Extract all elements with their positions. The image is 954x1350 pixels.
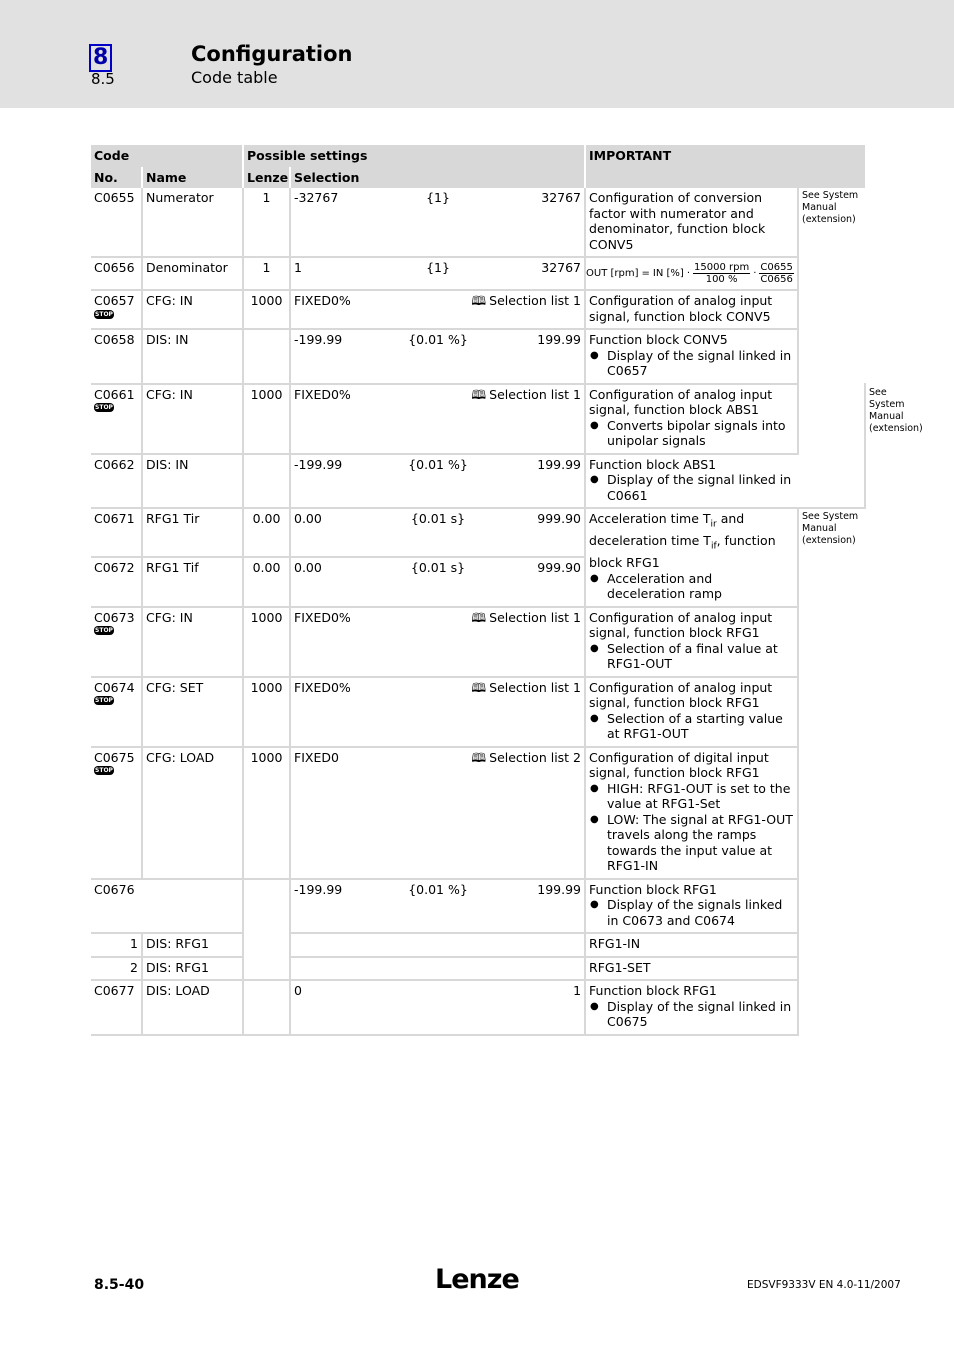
sel-min: -32767 <box>294 190 339 205</box>
page-number: 8.5-40 <box>94 1277 145 1293</box>
important-text: Configuration of analog input signal, function block RFG1 <box>589 609 773 640</box>
sel-min: -199.99 <box>294 332 343 347</box>
sel-step: {1} <box>426 260 450 275</box>
lenze-value: 1000 <box>243 290 290 329</box>
sel-min: FIXED0% <box>294 293 351 308</box>
lenze-value <box>243 879 290 981</box>
code-no: C0675 <box>94 749 135 765</box>
sel-step: {1} <box>426 190 450 205</box>
chapter-title: Configuration <box>191 42 353 66</box>
code-name: DIS: RFG1 <box>142 957 243 981</box>
code-name: RFG1 Tir <box>142 508 243 557</box>
sel-step: {0.01 s} <box>410 559 466 575</box>
table-row <box>91 257 865 290</box>
code-no: C0657 <box>94 293 135 308</box>
header-code: Code <box>91 145 243 167</box>
header-selection: Selection <box>290 167 585 189</box>
sel-min: FIXED0 <box>294 749 339 765</box>
book-icon: 🕮 <box>471 679 487 695</box>
table-row <box>91 607 865 677</box>
code-no: C0673 <box>94 609 135 625</box>
code-no: C0662 <box>91 454 142 509</box>
code-no: C0655 <box>94 190 135 205</box>
important-text: Function block RFG1 <box>589 983 717 998</box>
subcode-index: 2 <box>91 957 142 981</box>
lenze-logo: Lenze <box>435 1264 519 1295</box>
lenze-value: 0.00 <box>243 508 290 557</box>
important-text: Configuration of conversion factor with numerator and denominator, function block CONV5 <box>585 188 798 257</box>
document-id: EDSVF9333V EN 4.0-11/2007 <box>747 1279 901 1291</box>
code-name: CFG: IN <box>142 607 243 677</box>
code-name: Denominator <box>142 257 243 290</box>
selection-list-link[interactable]: 🕮 Selection list 2 <box>471 749 582 765</box>
stop-badge: STOP <box>95 697 113 704</box>
lenze-value: 0.00 <box>243 557 290 607</box>
sel-min: FIXED0% <box>294 386 351 402</box>
important-text: Function block ABS1 <box>589 456 717 472</box>
stop-badge: STOP <box>95 310 113 318</box>
lenze-value: 1000 <box>243 384 290 454</box>
selection-list-link[interactable]: 🕮 Selection list 1 <box>471 609 582 625</box>
sel-min: FIXED0% <box>294 679 351 695</box>
header-lenze: Lenze <box>243 167 290 189</box>
book-icon: 🕮 <box>471 749 487 765</box>
sel-max: 199.99 <box>537 456 582 472</box>
important-text: RFG1-IN <box>585 933 798 957</box>
code-name: CFG: LOAD <box>142 747 243 879</box>
important-text: Configuration of analog input signal, function block ABS1 <box>589 386 773 417</box>
sel-max: 32767 <box>541 190 582 205</box>
lenze-value: 1000 <box>243 677 290 747</box>
see-manual-note: See System Manual (extension) <box>798 508 865 1035</box>
table-row: C0661 STOP CFG: IN 1000 FIXED0% 🕮 Selection list 1 Configuration of analog input signal, function block ABS1 ● Converts bipolar signals into unipolar signals See System Manual (extension) <box>91 384 865 454</box>
header-no: No. <box>91 167 142 189</box>
header-important: IMPORTANT <box>585 145 865 188</box>
sel-max: 1 <box>573 983 582 998</box>
code-no: C0672 <box>91 557 142 607</box>
important-text: Configuration of analog input signal, function block RFG1 <box>589 679 773 710</box>
bullet-item: ● Selection of a final value at RFG1-OUT <box>589 641 794 672</box>
table-row <box>91 329 865 384</box>
table-row <box>91 747 865 879</box>
lenze-value: 1 <box>243 257 290 290</box>
sel-step: {0.01 %} <box>408 332 468 347</box>
code-no: C0658 <box>91 329 142 384</box>
section-number: 8.5 <box>91 70 115 88</box>
table-row <box>91 290 865 329</box>
code-name: CFG: SET <box>142 677 243 747</box>
book-icon: 🕮 <box>471 386 487 402</box>
sel-min: FIXED0% <box>294 609 351 625</box>
see-manual-note: See System Manual (extension) <box>798 188 865 454</box>
stop-badge: STOP <box>95 404 113 411</box>
lenze-value <box>243 329 290 384</box>
sel-step: {0.01 %} <box>408 881 468 897</box>
conversion-formula: OUT [rpm] = IN [%] · $\frac{\text{15000 rpm}}{100 \%}$ · $\frac{C0655}{C0656}$ <box>586 262 793 285</box>
sel-min: 1 <box>294 260 302 275</box>
fraction-codes: $\frac{C0655}{C0656}$ <box>760 262 793 285</box>
header-possible-settings: Possible settings <box>243 145 585 167</box>
table-row <box>91 980 865 1035</box>
table-row <box>91 933 865 957</box>
sel-max: 999.90 <box>537 511 582 526</box>
chapter-number[interactable]: 8 <box>89 44 112 72</box>
code-name: CFG: IN <box>142 384 243 454</box>
bullet-item: ● Acceleration and deceleration ramp <box>589 571 794 602</box>
code-name: DIS: RFG1 <box>142 933 243 957</box>
sel-min: 0.00 <box>294 511 322 526</box>
code-name: Numerator <box>142 188 243 257</box>
code-no: C0671 <box>91 508 142 557</box>
bullet-item: ● Selection of a starting value at RFG1-OUT <box>589 711 794 742</box>
sel-max: 199.99 <box>537 881 582 897</box>
code-name: CFG: IN <box>142 290 243 329</box>
code-no: C0677 <box>91 980 142 1035</box>
sel-min: 0.00 <box>294 559 322 575</box>
code-name: DIS: IN <box>142 329 243 384</box>
bullet-item: ● LOW: The signal at RFG1-OUT travels along the ramps towards the input value at RFG1-IN <box>589 812 794 874</box>
code-no: C0656 <box>91 257 142 290</box>
selection-list-link[interactable]: 🕮 Selection list 1 <box>471 679 582 695</box>
bullet-item: ● Display of the signal linked in C0675 <box>589 999 794 1030</box>
book-icon: 🕮 <box>471 293 487 308</box>
important-text: Configuration of analog input signal, function block CONV5 <box>585 290 798 329</box>
sel-min: 0 <box>294 983 302 998</box>
lenze-value: 1000 <box>243 747 290 879</box>
important-text: RFG1-SET <box>585 957 798 981</box>
selection-list-link[interactable]: 🕮 Selection list 1 <box>471 386 582 402</box>
stop-badge: STOP <box>95 767 113 774</box>
table-row <box>91 188 865 257</box>
header-name: Name <box>142 167 243 189</box>
table-row <box>91 454 865 509</box>
sel-max: 999.90 <box>537 559 582 575</box>
lenze-value <box>243 980 290 1035</box>
sel-step: {0.01 s} <box>410 511 466 526</box>
code-name: RFG1 Tif <box>142 557 243 607</box>
sel-max: 32767 <box>541 260 582 275</box>
important-text: Configuration of digital input signal, function block RFG1 <box>589 749 769 780</box>
sel-min: -199.99 <box>294 456 343 472</box>
section-title: Code table <box>191 68 278 87</box>
table-row <box>91 677 865 747</box>
subcode-index: 1 <box>91 933 142 957</box>
bullet-item: ● Converts bipolar signals into unipolar signals <box>589 418 794 449</box>
important-text: Acceleration time $T_{ir}$ and deceleration time $T_{if}$, function block RFG1 <box>589 511 776 570</box>
bullet-item: ● HIGH: RFG1-OUT is set to the value at RFG1-Set <box>589 781 794 812</box>
fraction-rpm: $\frac{\text{15000 rpm}}{100 \%}$ <box>694 262 750 285</box>
lenze-value <box>243 454 290 509</box>
sel-step: {0.01 %} <box>408 456 468 472</box>
code-name: DIS: LOAD <box>142 980 243 1035</box>
sel-min: -199.99 <box>294 881 343 897</box>
code-table <box>91 145 923 1036</box>
code-name: DIS: IN <box>142 454 243 509</box>
bullet-item: ● Display of the signal linked in C0657 <box>589 348 794 379</box>
bullet-item: ● Display of the signals linked in C0673 and C0674 <box>589 897 794 928</box>
table-row <box>91 879 865 934</box>
lenze-value: 1 <box>243 188 290 257</box>
code-no: C0661 <box>94 386 135 402</box>
important-text: Function block CONV5 <box>589 332 728 347</box>
stop-badge: STOP <box>95 627 113 634</box>
sel-max: 199.99 <box>537 332 582 347</box>
table-row <box>91 957 865 981</box>
table-row <box>91 508 865 557</box>
lenze-value: 1000 <box>243 607 290 677</box>
selection-list-link[interactable]: 🕮 Selection list 1 <box>471 293 582 308</box>
header-band <box>0 0 954 108</box>
code-no: C0674 <box>94 679 135 695</box>
important-text: Function block RFG1 <box>589 881 717 897</box>
bullet-item: ● Display of the signal linked in C0661 <box>589 472 795 503</box>
code-no: C0676 <box>91 879 243 934</box>
book-icon: 🕮 <box>471 609 487 625</box>
